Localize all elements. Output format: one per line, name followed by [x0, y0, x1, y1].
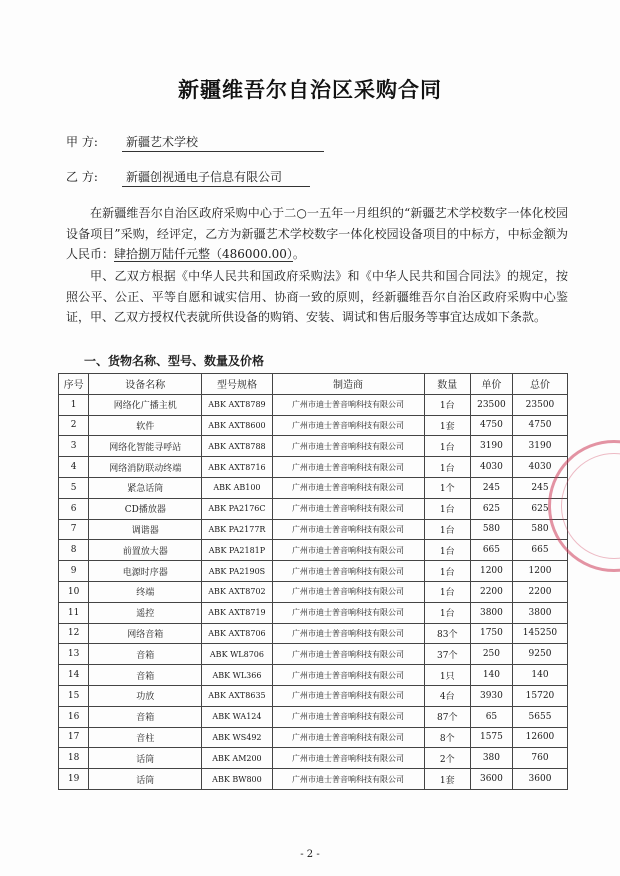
cell-manufacturer: 广州市迪士普音响科技有限公司 — [272, 540, 424, 561]
table-row — [59, 748, 568, 769]
cell-quantity: 1台 — [424, 581, 470, 602]
table-row — [59, 561, 568, 582]
cell-no: 12 — [59, 623, 89, 644]
cell-name: 音柱 — [89, 727, 202, 748]
party-a-value: 新疆艺术学校 — [122, 133, 324, 152]
cell-no: 4 — [59, 457, 89, 478]
table-row — [59, 685, 568, 706]
goods-table-body — [59, 394, 568, 789]
cell-no: 5 — [59, 477, 89, 498]
cell-manufacturer: 广州市迪士普音响科技有限公司 — [272, 623, 424, 644]
cell-quantity: 1台 — [424, 561, 470, 582]
party-a-label: 甲 方: — [66, 135, 98, 149]
cell-total: 4030 — [512, 457, 567, 478]
table-row — [59, 477, 568, 498]
cell-model: ABK PA2190S — [202, 561, 272, 582]
table-row — [59, 581, 568, 602]
cell-total: 2200 — [512, 581, 567, 602]
cell-unit-price: 65 — [470, 706, 512, 727]
cell-quantity: 2个 — [424, 748, 470, 769]
cell-no: 7 — [59, 519, 89, 540]
cell-unit-price: 625 — [470, 498, 512, 519]
cell-model: ABK AXT8789 — [202, 394, 272, 415]
cell-unit-price: 3600 — [470, 769, 512, 790]
cell-model: ABK PA2177R — [202, 519, 272, 540]
cell-no: 17 — [59, 727, 89, 748]
cell-total: 625 — [512, 498, 567, 519]
cell-unit-price: 4750 — [470, 415, 512, 436]
cell-unit-price: 1575 — [470, 727, 512, 748]
cell-name: 遥控 — [89, 602, 202, 623]
cell-no: 10 — [59, 581, 89, 602]
table-row — [59, 394, 568, 415]
cell-no: 1 — [59, 394, 89, 415]
cell-name: CD播放器 — [89, 498, 202, 519]
cell-no: 15 — [59, 685, 89, 706]
cell-total: 23500 — [512, 394, 567, 415]
cell-quantity: 1台 — [424, 394, 470, 415]
cell-model: ABK PA2176C — [202, 498, 272, 519]
cell-quantity: 8个 — [424, 727, 470, 748]
cell-quantity: 1套 — [424, 415, 470, 436]
party-b-label: 乙 方: — [66, 170, 98, 184]
cell-manufacturer: 广州市迪士普音响科技有限公司 — [272, 665, 424, 686]
table-row — [59, 644, 568, 665]
cell-unit-price: 140 — [470, 665, 512, 686]
header-quantity: 数量 — [424, 374, 470, 395]
cell-model: ABK AXT8600 — [202, 415, 272, 436]
cell-quantity: 1套 — [424, 769, 470, 790]
party-b-line — [66, 168, 310, 187]
cell-manufacturer: 广州市迪士普音响科技有限公司 — [272, 519, 424, 540]
table-row — [59, 769, 568, 790]
cell-model: ABK PA2181P — [202, 540, 272, 561]
cell-manufacturer: 广州市迪士普音响科技有限公司 — [272, 415, 424, 436]
cell-name: 紧急话筒 — [89, 477, 202, 498]
cell-no: 18 — [59, 748, 89, 769]
cell-no: 13 — [59, 644, 89, 665]
cell-quantity: 1台 — [424, 436, 470, 457]
cell-model: ABK WA124 — [202, 706, 272, 727]
cell-total: 140 — [512, 665, 567, 686]
table-header-row — [59, 374, 568, 395]
cell-manufacturer: 广州市迪士普音响科技有限公司 — [272, 706, 424, 727]
cell-unit-price: 665 — [470, 540, 512, 561]
cell-manufacturer: 广州市迪士普音响科技有限公司 — [272, 436, 424, 457]
table-row — [59, 665, 568, 686]
section-heading: 一、货物名称、型号、数量及价格 — [84, 354, 265, 368]
cell-quantity: 1台 — [424, 457, 470, 478]
cell-name: 网络化智能寻呼站 — [89, 436, 202, 457]
cell-model: ABK AXT8719 — [202, 602, 272, 623]
party-a-line — [66, 133, 324, 152]
cell-total: 760 — [512, 748, 567, 769]
table-row — [59, 706, 568, 727]
cell-total: 3800 — [512, 602, 567, 623]
cell-unit-price: 1200 — [470, 561, 512, 582]
cell-quantity: 1台 — [424, 498, 470, 519]
cell-name: 调谐器 — [89, 519, 202, 540]
table-row — [59, 602, 568, 623]
cell-name: 话筒 — [89, 748, 202, 769]
cell-manufacturer: 广州市迪士普音响科技有限公司 — [272, 477, 424, 498]
cell-quantity: 4台 — [424, 685, 470, 706]
cell-model: ABK AXT8716 — [202, 457, 272, 478]
cell-total: 245 — [512, 477, 567, 498]
cell-manufacturer: 广州市迪士普音响科技有限公司 — [272, 581, 424, 602]
cell-total: 12600 — [512, 727, 567, 748]
cell-quantity: 1个 — [424, 477, 470, 498]
cell-model: ABK AM200 — [202, 748, 272, 769]
cell-total: 1200 — [512, 561, 567, 582]
cell-total: 3190 — [512, 436, 567, 457]
header-total: 总价 — [512, 374, 567, 395]
cell-no: 19 — [59, 769, 89, 790]
cell-manufacturer: 广州市迪士普音响科技有限公司 — [272, 644, 424, 665]
cell-no: 16 — [59, 706, 89, 727]
table-row — [59, 436, 568, 457]
cell-name: 终端 — [89, 581, 202, 602]
cell-unit-price: 580 — [470, 519, 512, 540]
cell-no: 2 — [59, 415, 89, 436]
cell-quantity: 87个 — [424, 706, 470, 727]
cell-total: 4750 — [512, 415, 567, 436]
header-model: 型号规格 — [202, 374, 272, 395]
table-row — [59, 540, 568, 561]
table-row — [59, 457, 568, 478]
cell-name: 话筒 — [89, 769, 202, 790]
cell-model: ABK BW800 — [202, 769, 272, 790]
cell-no: 8 — [59, 540, 89, 561]
cell-unit-price: 4030 — [470, 457, 512, 478]
table-row — [59, 498, 568, 519]
cell-unit-price: 3190 — [470, 436, 512, 457]
cell-total: 15720 — [512, 685, 567, 706]
cell-unit-price: 1750 — [470, 623, 512, 644]
cell-model: ABK WL366 — [202, 665, 272, 686]
cell-name: 网络消防联动终端 — [89, 457, 202, 478]
cell-name: 网络化广播主机 — [89, 394, 202, 415]
cell-model: ABK AXT8635 — [202, 685, 272, 706]
header-no: 序号 — [59, 374, 89, 395]
table-row — [59, 519, 568, 540]
cell-manufacturer: 广州市迪士普音响科技有限公司 — [272, 561, 424, 582]
cell-manufacturer: 广州市迪士普音响科技有限公司 — [272, 727, 424, 748]
table-row — [59, 415, 568, 436]
cell-manufacturer: 广州市迪士普音响科技有限公司 — [272, 748, 424, 769]
cell-total: 145250 — [512, 623, 567, 644]
cell-name: 软件 — [89, 415, 202, 436]
cell-total: 3600 — [512, 769, 567, 790]
cell-name: 网络音箱 — [89, 623, 202, 644]
header-name: 设备名称 — [89, 374, 202, 395]
cell-name: 前置放大器 — [89, 540, 202, 561]
cell-no: 11 — [59, 602, 89, 623]
cell-quantity: 1只 — [424, 665, 470, 686]
cell-quantity: 37个 — [424, 644, 470, 665]
cell-no: 6 — [59, 498, 89, 519]
cell-manufacturer: 广州市迪士普音响科技有限公司 — [272, 602, 424, 623]
document-title: 新疆维吾尔自治区采购合同 — [178, 78, 442, 102]
cell-manufacturer: 广州市迪士普音响科技有限公司 — [272, 457, 424, 478]
intro-text: 在新疆维吾尔自治区政府采购中心于二○一五年一月组织的“新疆艺术学校数字一体化校园设备项目”采购，经评定，乙方为新疆艺术学校数字一体化校园设备项目的中标方，中标金额为人民币： — [66, 206, 568, 261]
cell-unit-price: 3930 — [470, 685, 512, 706]
cell-unit-price: 245 — [470, 477, 512, 498]
intro-paragraph — [66, 203, 568, 265]
cell-name: 音箱 — [89, 706, 202, 727]
cell-total: 580 — [512, 519, 567, 540]
cell-unit-price: 2200 — [470, 581, 512, 602]
table-row — [59, 623, 568, 644]
cell-quantity: 1台 — [424, 519, 470, 540]
cell-unit-price: 23500 — [470, 394, 512, 415]
cell-model: ABK AXT8788 — [202, 436, 272, 457]
cell-model: ABK WL8706 — [202, 644, 272, 665]
official-seal-inner-ring — [561, 453, 620, 559]
header-manufacturer: 制造商 — [272, 374, 424, 395]
cell-quantity: 1台 — [424, 602, 470, 623]
cell-model: ABK AXT8702 — [202, 581, 272, 602]
cell-manufacturer: 广州市迪士普音响科技有限公司 — [272, 498, 424, 519]
cell-quantity: 1台 — [424, 540, 470, 561]
cell-unit-price: 3800 — [470, 602, 512, 623]
cell-no: 14 — [59, 665, 89, 686]
cell-total: 5655 — [512, 706, 567, 727]
terms-paragraph: 甲、乙双方根据《中华人民共和国政府采购法》和《中华人民共和国合同法》的规定，按照公平、公正、平等自愿和诚实信用、协商一致的原则，经新疆维吾尔自治区政府采购中心鉴证，甲、乙双方授权代表就所供设备的购销、安装、调试和售后服务等事宜达成如下条款。 — [66, 269, 568, 324]
cell-manufacturer: 广州市迪士普音响科技有限公司 — [272, 685, 424, 706]
cell-unit-price: 250 — [470, 644, 512, 665]
cell-name: 功放 — [89, 685, 202, 706]
cell-name: 电源时序器 — [89, 561, 202, 582]
intro-text-end: 。 — [292, 247, 305, 261]
contract-amount: 肆拾捌万陆仟元整（486000.00） — [114, 247, 293, 261]
cell-total: 665 — [512, 540, 567, 561]
cell-quantity: 83个 — [424, 623, 470, 644]
cell-model: ABK WS492 — [202, 727, 272, 748]
page-number: - 2 - — [300, 849, 320, 860]
cell-name: 音箱 — [89, 644, 202, 665]
cell-unit-price: 380 — [470, 748, 512, 769]
header-unit-price: 单价 — [470, 374, 512, 395]
cell-model: ABK AXT8706 — [202, 623, 272, 644]
cell-manufacturer: 广州市迪士普音响科技有限公司 — [272, 394, 424, 415]
cell-name: 音箱 — [89, 665, 202, 686]
table-row — [59, 727, 568, 748]
cell-model: ABK AB100 — [202, 477, 272, 498]
cell-no: 3 — [59, 436, 89, 457]
cell-total: 9250 — [512, 644, 567, 665]
goods-table — [58, 373, 568, 790]
cell-no: 9 — [59, 561, 89, 582]
cell-manufacturer: 广州市迪士普音响科技有限公司 — [272, 769, 424, 790]
party-b-value: 新疆创视通电子信息有限公司 — [122, 168, 310, 187]
